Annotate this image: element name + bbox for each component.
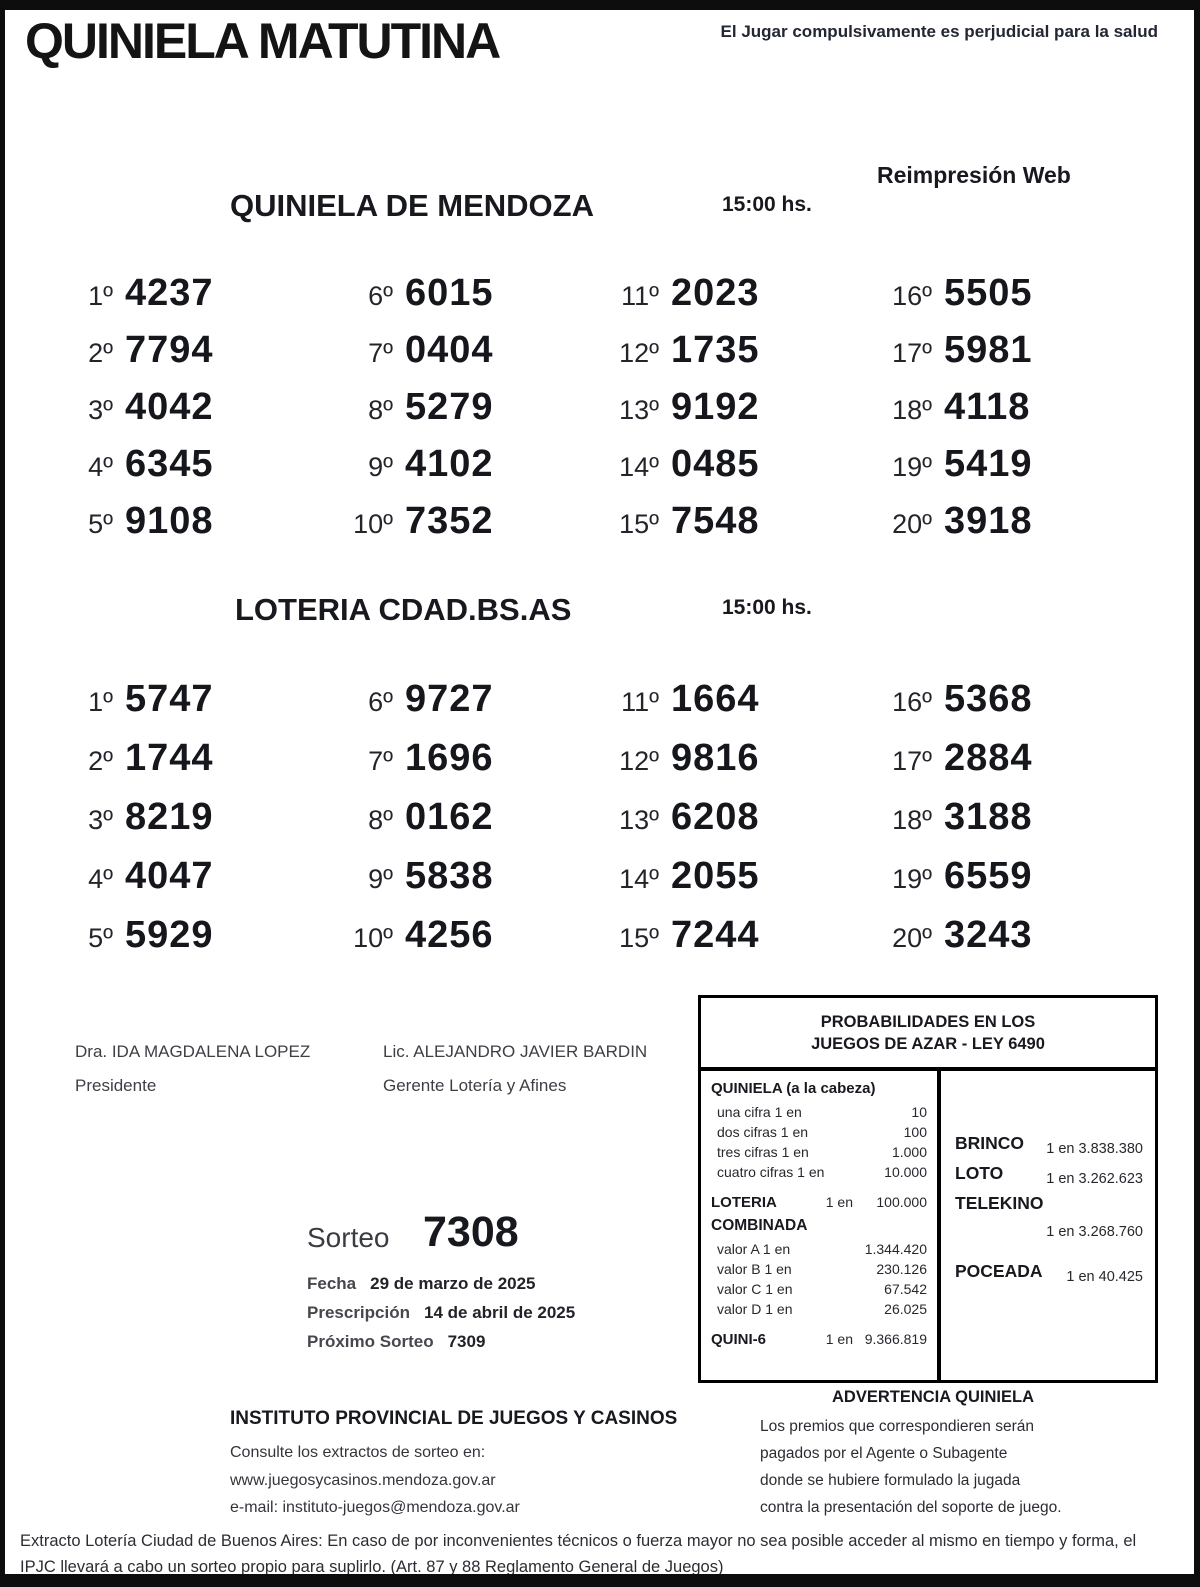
result-rank: 18º <box>892 395 932 425</box>
quini6-odds-row <box>711 1329 927 1350</box>
result-number: 0162 <box>405 796 494 838</box>
result-rank: 4º <box>88 864 113 894</box>
advertencia-block <box>705 1388 1161 1521</box>
next-draw-value: 7309 <box>447 1332 486 1351</box>
result-rank: 3º <box>88 805 113 835</box>
result-rank: 2º <box>88 338 113 368</box>
probabilities-left-column <box>701 1071 941 1380</box>
result-number: 0485 <box>671 443 760 485</box>
other-game-label: BRINCO <box>955 1133 1025 1153</box>
result-rank: 8º <box>368 395 393 425</box>
loteria-odds-mid: 1 en <box>825 1194 853 1210</box>
quiniela-odds-rows <box>711 1102 927 1182</box>
result-number: 9727 <box>405 678 494 720</box>
combinada-odds-rows <box>711 1239 927 1319</box>
combinada-odds-row <box>711 1239 927 1259</box>
result-number: 6208 <box>671 796 760 838</box>
result-number: 4042 <box>125 386 214 428</box>
probabilities-right-column <box>941 1071 1155 1380</box>
quiniela-odds-row <box>711 1122 927 1142</box>
result-rank: 16º <box>892 687 932 717</box>
footer-disclaimer: Extracto Lotería Ciudad de Buenos Aires: En caso de por inconvenientes técnicos o fuerza mayor no sea posible acceder al mismo en tiempo y forma, el IPJC llevará a cabo un sorteo propio para suplirlo. (Art. 87 y 88 Reglamento General de Juegos) <box>20 1532 1137 1576</box>
result-number: 5929 <box>125 914 214 956</box>
next-draw-row <box>307 1332 485 1352</box>
result-cell-bsas <box>53 796 333 855</box>
results-grid-mendoza <box>53 272 1157 557</box>
other-game-label: TELEKINO <box>955 1193 1044 1213</box>
result-rank: 9º <box>368 864 393 894</box>
advertencia-line: Los premios que correspondieren serán <box>760 1418 1034 1435</box>
result-cell-bsas <box>53 914 333 973</box>
result-cell-bsas <box>872 855 1157 914</box>
result-cell-bsas <box>599 796 872 855</box>
result-cell-mendoza <box>333 500 599 557</box>
result-number: 7794 <box>125 329 214 371</box>
other-game-odds-row <box>955 1133 1143 1157</box>
result-cell-mendoza <box>53 443 333 500</box>
other-game-value: 1 en 3.262.623 <box>1046 1171 1143 1187</box>
result-cell-bsas <box>872 737 1157 796</box>
odds-value: 100 <box>903 1124 927 1140</box>
advertencia-line: donde se hubiere formulado la jugada <box>760 1472 1021 1489</box>
result-rank: 14º <box>619 452 659 482</box>
other-game-odds-row <box>955 1261 1143 1285</box>
draw-prescription-row <box>307 1303 575 1323</box>
result-cell-mendoza <box>53 272 333 329</box>
draw-label: Sorteo <box>307 1222 390 1253</box>
result-rank: 16º <box>892 281 932 311</box>
draw-prescription-value: 14 de abril de 2025 <box>424 1303 576 1322</box>
draw-prescription-label: Prescripción <box>307 1303 410 1322</box>
result-rank: 2º <box>88 746 113 776</box>
quiniela-odds-row <box>711 1142 927 1162</box>
draw-number: 7308 <box>423 1208 519 1256</box>
result-cell-mendoza <box>872 329 1157 386</box>
result-cell-mendoza <box>333 386 599 443</box>
advertencia-line: contra la presentación del soporte de juego. <box>760 1499 1062 1516</box>
result-cell-mendoza <box>872 272 1157 329</box>
result-number: 4118 <box>944 386 1031 428</box>
probabilities-title-line2: JUEGOS DE AZAR - LEY 6490 <box>811 1035 1045 1053</box>
result-number: 9108 <box>125 500 214 542</box>
quini6-odds-mid: 1 en <box>825 1331 853 1347</box>
other-game-value: 1 en 3.838.380 <box>1046 1141 1143 1157</box>
result-number: 1744 <box>125 737 214 779</box>
result-rank: 11º <box>621 687 659 717</box>
result-number: 6559 <box>944 855 1033 897</box>
result-cell-mendoza <box>333 272 599 329</box>
other-game-label: POCEADA <box>955 1261 1043 1281</box>
odds-value: 10 <box>911 1104 927 1120</box>
result-number: 2884 <box>944 737 1033 779</box>
result-rank: 13º <box>619 805 659 835</box>
result-number: 5419 <box>944 443 1033 485</box>
signature-manager-name: Lic. ALEJANDRO JAVIER BARDIN <box>383 1042 648 1061</box>
result-rank: 15º <box>619 923 659 953</box>
quini6-odds-value: 9.366.819 <box>864 1331 927 1347</box>
draw-date-value: 29 de marzo de 2025 <box>370 1274 536 1293</box>
instituto-block <box>230 1408 677 1522</box>
result-number: 3243 <box>944 914 1033 956</box>
result-rank: 1º <box>88 687 113 717</box>
page-title: QUINIELA MATUTINA <box>25 13 500 69</box>
odds-value: 67.542 <box>884 1281 927 1297</box>
result-cell-mendoza <box>872 500 1157 557</box>
result-cell-mendoza <box>599 329 872 386</box>
other-game-odds-row <box>955 1163 1143 1187</box>
result-number: 1735 <box>671 329 760 371</box>
result-rank: 18º <box>892 805 932 835</box>
section-title-mendoza: QUINIELA DE MENDOZA <box>230 188 594 223</box>
result-rank: 6º <box>368 281 393 311</box>
result-cell-bsas <box>599 737 872 796</box>
advertencia-title: ADVERTENCIA QUINIELA <box>832 1388 1034 1406</box>
odds-value: 1.344.420 <box>864 1241 927 1257</box>
result-number: 9816 <box>671 737 760 779</box>
result-number: 2023 <box>671 272 760 314</box>
result-cell-bsas <box>333 737 599 796</box>
results-grid-bsas <box>53 678 1157 973</box>
loteria-odds-label: LOTERIA <box>711 1194 777 1211</box>
odds-value: 10.000 <box>884 1164 927 1180</box>
result-cell-mendoza <box>333 329 599 386</box>
probabilities-title-line1: PROBABILIDADES EN LOS <box>820 1013 1036 1031</box>
other-game-odds-row <box>955 1193 1143 1240</box>
odds-label: dos cifras 1 en <box>717 1124 809 1140</box>
result-number: 4102 <box>405 443 494 485</box>
advertencia-line: pagados por el Agente o Subagente <box>760 1445 1008 1462</box>
result-number: 7548 <box>671 500 760 542</box>
result-number: 5981 <box>944 329 1033 371</box>
result-cell-bsas <box>333 914 599 973</box>
result-rank: 1º <box>88 281 113 311</box>
result-rank: 13º <box>619 395 659 425</box>
odds-label: valor C 1 en <box>717 1281 793 1297</box>
result-cell-mendoza <box>599 272 872 329</box>
result-cell-mendoza <box>872 443 1157 500</box>
quini6-odds-label: QUINI-6 <box>711 1331 767 1348</box>
result-cell-mendoza <box>333 443 599 500</box>
reprint-label: Reimpresión Web <box>877 162 1071 188</box>
odds-label: cuatro cifras 1 en <box>717 1164 825 1180</box>
result-number: 7352 <box>405 500 494 542</box>
result-number: 6015 <box>405 272 494 314</box>
result-cell-bsas <box>333 855 599 914</box>
result-rank: 8º <box>368 805 393 835</box>
result-rank: 20º <box>892 509 932 539</box>
result-number: 1696 <box>405 737 494 779</box>
result-number: 2055 <box>671 855 760 897</box>
result-cell-bsas <box>53 678 333 737</box>
result-cell-bsas <box>872 796 1157 855</box>
result-rank: 20º <box>892 923 932 953</box>
loteria-odds-row <box>711 1192 927 1213</box>
result-rank: 17º <box>892 746 932 776</box>
gambling-warning: El Jugar compulsivamente es perjudicial para la salud <box>720 22 1158 41</box>
result-number: 6345 <box>125 443 214 485</box>
result-rank: 3º <box>88 395 113 425</box>
result-cell-bsas <box>872 678 1157 737</box>
result-number: 8219 <box>125 796 214 838</box>
result-number: 5279 <box>405 386 494 428</box>
result-cell-bsas <box>599 914 872 973</box>
odds-value: 1.000 <box>891 1144 927 1160</box>
result-rank: 19º <box>892 452 932 482</box>
quiniela-odds-row <box>711 1162 927 1182</box>
result-rank: 6º <box>368 687 393 717</box>
odds-label: valor A 1 en <box>717 1241 791 1257</box>
result-number: 4237 <box>125 272 214 314</box>
result-cell-mendoza <box>599 443 872 500</box>
result-rank: 12º <box>619 338 659 368</box>
combinada-odds-row <box>711 1259 927 1279</box>
loteria-odds-value: 100.000 <box>876 1194 927 1210</box>
result-number: 1664 <box>671 678 760 720</box>
result-rank: 14º <box>619 864 659 894</box>
result-number: 9192 <box>671 386 760 428</box>
combinada-odds-header: COMBINADA <box>711 1217 808 1234</box>
combinada-odds-row <box>711 1299 927 1319</box>
result-cell-bsas <box>53 855 333 914</box>
section-time-mendoza: 15:00 hs. <box>722 193 812 216</box>
signature-manager-role: Gerente Lotería y Afines <box>383 1076 567 1095</box>
draw-date-row <box>307 1274 536 1294</box>
draw-date-label: Fecha <box>307 1274 357 1293</box>
combinada-odds-row <box>711 1279 927 1299</box>
odds-label: una cifra 1 en <box>717 1104 802 1120</box>
result-number: 7244 <box>671 914 760 956</box>
result-number: 0404 <box>405 329 494 371</box>
odds-label: tres cifras 1 en <box>717 1144 809 1160</box>
advertencia-lines <box>705 1413 1161 1521</box>
result-rank: 11º <box>621 281 659 311</box>
instituto-url: www.juegosycasinos.mendoza.gov.ar <box>230 1471 496 1489</box>
probabilities-title <box>701 998 1155 1071</box>
result-cell-mendoza <box>599 500 872 557</box>
next-draw-label: Próximo Sorteo <box>307 1332 434 1351</box>
result-cell-mendoza <box>599 386 872 443</box>
result-rank: 10º <box>353 509 393 539</box>
instituto-title: INSTITUTO PROVINCIAL DE JUEGOS Y CASINOS <box>230 1408 678 1429</box>
odds-value: 26.025 <box>884 1301 927 1317</box>
result-rank: 4º <box>88 452 113 482</box>
result-cell-mendoza <box>53 500 333 557</box>
result-cell-bsas <box>872 914 1157 973</box>
result-number: 4256 <box>405 914 494 956</box>
result-number: 3188 <box>944 796 1033 838</box>
result-number: 5747 <box>125 678 214 720</box>
result-cell-bsas <box>599 678 872 737</box>
result-number: 4047 <box>125 855 214 897</box>
result-cell-mendoza <box>872 386 1157 443</box>
other-game-value: 1 en 3.268.760 <box>1046 1224 1143 1240</box>
result-rank: 5º <box>88 509 113 539</box>
instituto-consult-line: Consulte los extractos de sorteo en: <box>230 1444 486 1461</box>
quiniela-odds-header: QUINIELA (a la cabeza) <box>711 1080 876 1097</box>
result-rank: 5º <box>88 923 113 953</box>
quiniela-odds-row <box>711 1102 927 1122</box>
result-number: 5838 <box>405 855 494 897</box>
result-rank: 7º <box>368 746 393 776</box>
result-cell-bsas <box>333 678 599 737</box>
odds-label: valor D 1 en <box>717 1301 793 1317</box>
other-game-label: LOTO <box>955 1163 1004 1183</box>
result-rank: 7º <box>368 338 393 368</box>
instituto-email: e-mail: instituto-juegos@mendoza.gov.ar <box>230 1499 520 1516</box>
result-number: 5505 <box>944 272 1033 314</box>
result-rank: 19º <box>892 864 932 894</box>
result-cell-bsas <box>333 796 599 855</box>
result-rank: 9º <box>368 452 393 482</box>
result-rank: 10º <box>353 923 393 953</box>
result-cell-bsas <box>599 855 872 914</box>
section-title-bsas: LOTERIA CDAD.BS.AS <box>235 592 572 627</box>
signature-president-name: Dra. IDA MAGDALENA LOPEZ <box>75 1042 311 1061</box>
odds-label: valor B 1 en <box>717 1261 792 1277</box>
section-time-bsas: 15:00 hs. <box>722 596 812 619</box>
other-game-value: 1 en 40.425 <box>1066 1269 1143 1285</box>
result-cell-mendoza <box>53 329 333 386</box>
result-number: 5368 <box>944 678 1033 720</box>
odds-value: 230.126 <box>876 1261 927 1277</box>
result-rank: 12º <box>619 746 659 776</box>
signature-president-role: Presidente <box>75 1076 157 1095</box>
result-cell-mendoza <box>53 386 333 443</box>
result-cell-bsas <box>53 737 333 796</box>
probabilities-box <box>698 995 1158 1383</box>
result-number: 3918 <box>944 500 1033 542</box>
result-rank: 17º <box>892 338 932 368</box>
result-rank: 15º <box>619 509 659 539</box>
